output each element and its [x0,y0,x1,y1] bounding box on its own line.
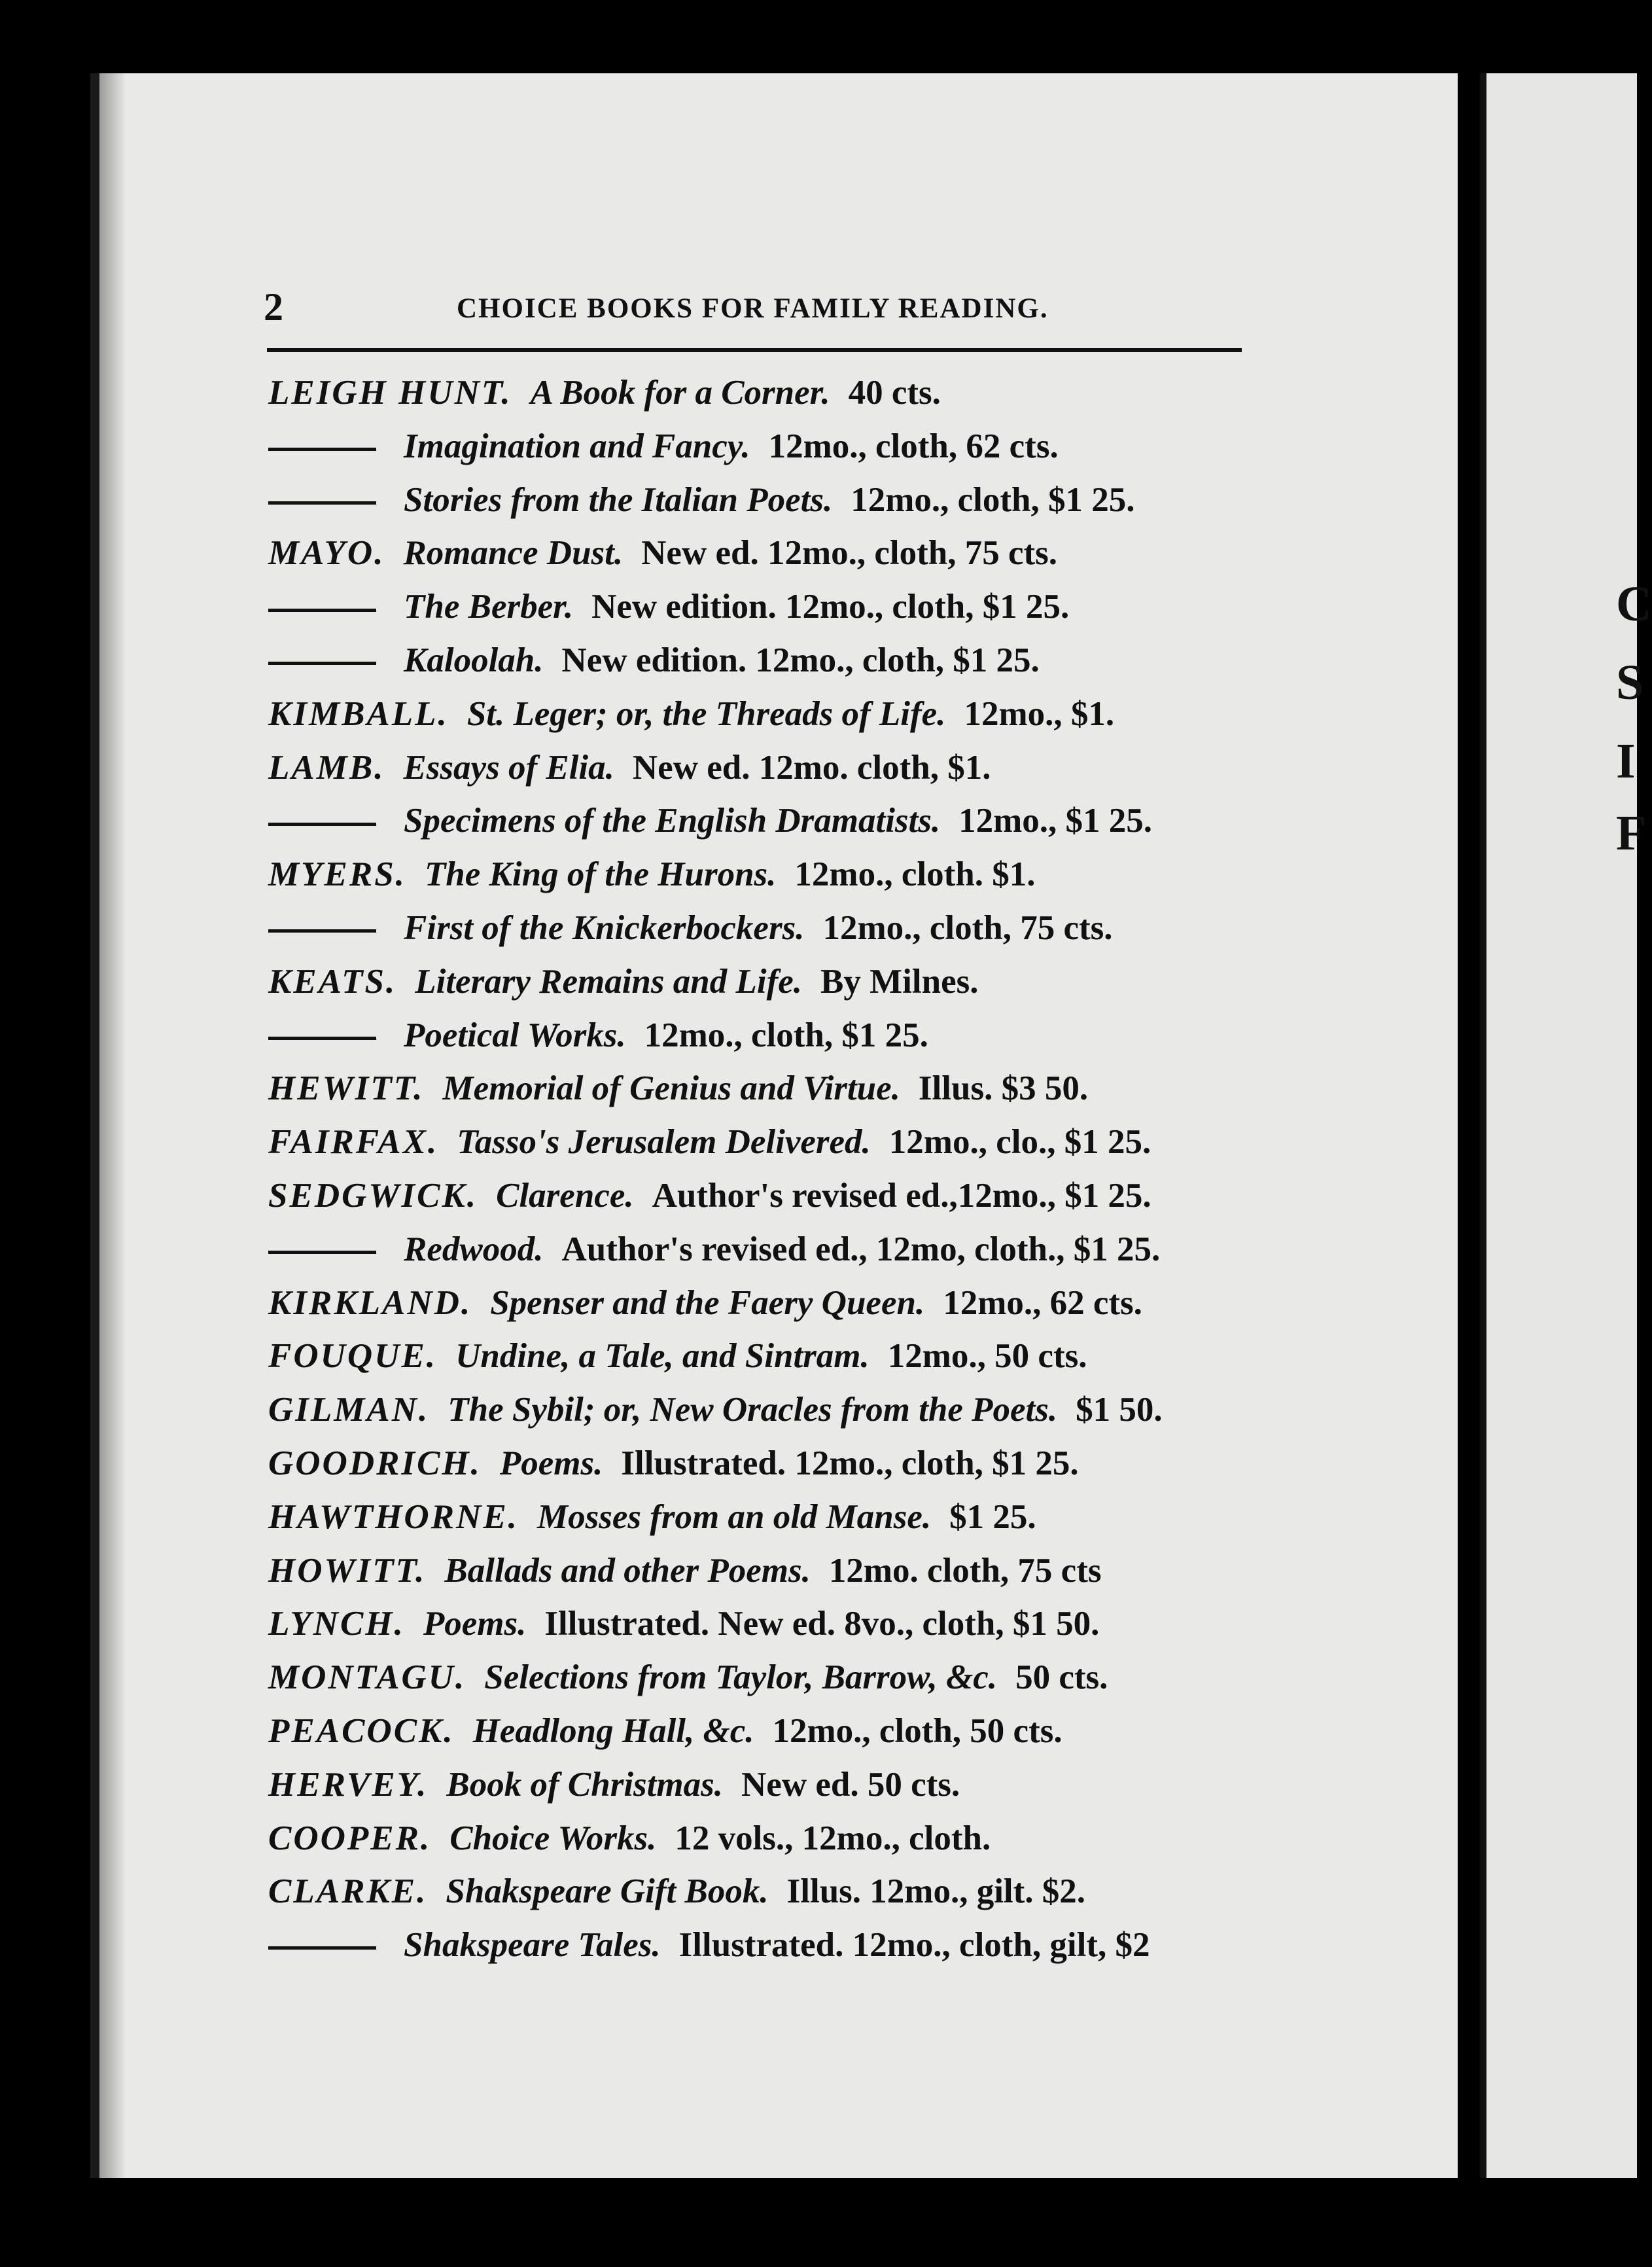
book-entry [268,902,1315,955]
book-entry [268,1705,1315,1758]
entry-title: Poetical Works. [404,1016,626,1054]
entry-author: KIRKLAND. [268,1283,472,1322]
entry-title: Undine, a Tale, and Sintram. [455,1337,870,1376]
entry-title: Book of Christmas. [446,1765,724,1804]
book-entry [268,1651,1315,1705]
entry-details: 12mo., cloth. $1. [794,855,1036,894]
book-entry [268,955,1315,1009]
entry-title: Tasso's Jerusalem Delivered. [457,1123,871,1162]
ditto-dash [268,1251,376,1254]
entry-title: Essays of Elia. [403,748,614,787]
entry-title: Poems. [423,1605,527,1643]
book-entry [268,688,1315,741]
entry-author: FOUQUE. [268,1337,438,1376]
ditto-dash [268,501,376,505]
entry-details: New ed. 50 cts. [741,1765,960,1804]
book-entry [268,1919,1315,1972]
book-entry [268,1062,1315,1116]
entry-details: By Milnes. [820,962,979,1001]
entry-details: 12mo., cloth, 62 cts. [768,427,1059,465]
entry-title: Selections from Taylor, Barrow, &c. [484,1658,998,1697]
book-entry [268,527,1315,580]
entry-author: COOPER. [268,1819,432,1857]
book-entry [268,1330,1315,1383]
entry-author: KIMBALL. [268,694,449,733]
book-entry [268,1277,1315,1330]
book-list [268,366,1315,1972]
entry-details: 40 cts. [848,374,941,412]
entry-author: PEACOCK. [268,1711,455,1750]
ditto-dash [268,1946,376,1950]
entry-details: $1 25. [949,1497,1036,1536]
book-entry [268,1437,1315,1491]
entry-author: MONTAGU. [268,1658,466,1697]
entry-details: Illus. $3 50. [918,1069,1089,1108]
entry-details: 50 cts. [1015,1658,1108,1697]
book-entry [268,474,1315,527]
entry-title: Choice Works. [449,1819,657,1857]
book-entry [268,848,1315,902]
entry-title: The King of the Hurons. [424,855,777,894]
entry-title: Memorial of Genius and Virtue. [442,1069,900,1108]
entry-title: Clarence. [496,1176,634,1215]
entry-title: Romance Dust. [403,534,624,573]
entry-details: 12mo. cloth, 75 cts [828,1551,1102,1590]
entry-details: Illustrated. 12mo., cloth, $1 25. [621,1444,1079,1482]
entry-author: LYNCH. [268,1605,405,1643]
entry-details: Author's revised ed., 12mo, cloth., $1 25. [561,1230,1161,1268]
entry-details: 12mo., 50 cts. [887,1337,1087,1376]
entry-author: SEDGWICK. [268,1176,478,1215]
book-entry [268,1223,1315,1277]
book-entry [268,1865,1315,1919]
entry-author: HAWTHORNE. [268,1497,519,1536]
entry-title: Mosses from an old Manse. [536,1497,932,1536]
entry-title: Ballads and other Poems. [444,1551,811,1590]
ditto-dash [268,662,376,665]
entry-author: HEWITT. [268,1069,425,1108]
facing-page-fragment: S [1616,655,1644,710]
facing-page-fragment: I [1616,734,1636,789]
entry-author: FAIRFAX. [268,1123,439,1162]
entry-title: Headlong Hall, &c. [472,1711,754,1750]
book-entry [268,1758,1315,1812]
ditto-dash [268,448,376,451]
book-entry [268,634,1315,688]
entry-author: MYERS. [268,855,406,894]
entry-author: MAYO. [268,534,385,573]
entry-title: The Sybil; or, New Oracles from the Poets. [448,1391,1058,1429]
entry-details: 12mo., 62 cts. [943,1283,1142,1322]
entry-title: Kaloolah. [404,641,544,679]
entry-title: The Berber. [404,588,574,626]
entry-title: Poems. [499,1444,603,1482]
entry-details: 12 vols., 12mo., cloth. [675,1819,991,1857]
ditto-dash [268,823,376,826]
entry-title: Spenser and the Faery Queen. [490,1283,925,1322]
entry-title: First of the Knickerbockers. [404,908,805,947]
book-entry [268,1383,1315,1437]
entry-details: 12mo., $1 25. [958,802,1153,840]
book-entry [268,1169,1315,1223]
entry-details: Illustrated. 12mo., cloth, gilt, $2 [678,1926,1150,1965]
entry-title: Imagination and Fancy. [404,427,750,465]
entry-details: 12mo., cloth, 50 cts. [772,1711,1063,1750]
entry-details: 12mo., cloth, $1 25. [851,480,1135,519]
book-entry [268,1598,1315,1651]
entry-details: New ed. 12mo. cloth, $1. [632,748,991,787]
entry-details: 12mo., cloth, 75 cts. [822,908,1113,947]
book-entry [268,1009,1315,1063]
facing-page-edge [1480,73,1637,2178]
entry-details: Illus. 12mo., gilt. $2. [786,1872,1086,1911]
entry-title: Redwood. [404,1230,544,1268]
entry-author: CLARKE. [268,1872,428,1911]
entry-details: New edition. 12mo., cloth, $1 25. [561,641,1040,679]
book-entry [268,741,1315,795]
entry-details: New ed. 12mo., cloth, 75 cts. [641,534,1058,573]
entry-details: 12mo., $1. [964,694,1115,733]
facing-page-fragment: C [1616,577,1652,632]
page-header-title: CHOICE BOOKS FOR FAMILY READING. [457,293,1049,324]
entry-details: 12mo., cloth, $1 25. [644,1016,928,1054]
entry-title: Specimens of the English Dramatists. [404,802,941,840]
book-entry [268,1812,1315,1866]
gutter-shadow [99,73,126,2178]
book-entry [268,1116,1315,1169]
entry-details: 12mo., clo., $1 25. [888,1123,1151,1162]
entry-author: LAMB. [268,748,385,787]
entry-author: GILMAN. [268,1391,430,1429]
entry-author: HOWITT. [268,1551,427,1590]
book-entry [268,794,1315,848]
entry-details: $1 50. [1076,1391,1163,1429]
ditto-dash [268,929,376,933]
entry-details: Author's revised ed.,12mo., $1 25. [652,1176,1151,1215]
book-entry [268,1544,1315,1598]
entry-author: HERVEY. [268,1765,429,1804]
entry-title: Shakspeare Tales. [404,1926,661,1965]
book-entry [268,366,1315,420]
book-entry [268,1491,1315,1544]
entry-title: Stories from the Italian Poets. [404,480,833,519]
ditto-dash [268,1037,376,1040]
entry-details: Illustrated. New ed. 8vo., cloth, $1 50. [544,1605,1100,1643]
entry-author: GOODRICH. [268,1444,482,1482]
book-entry [268,420,1315,474]
book-entry [268,580,1315,634]
entry-details: New edition. 12mo., cloth, $1 25. [591,588,1070,626]
page-number: 2 [264,285,283,329]
entry-author: LEIGH HUNT. [268,374,512,412]
header-rule [267,348,1242,352]
entry-author: KEATS. [268,962,397,1001]
running-head [264,285,1127,337]
ditto-dash [268,609,376,612]
facing-page-fragment: F [1616,806,1647,861]
entry-title: Literary Remains and Life. [415,962,803,1001]
entry-title: A Book for a Corner. [530,374,830,412]
entry-title: St. Leger; or, the Threads of Life. [466,694,946,733]
entry-title: Shakspeare Gift Book. [446,1872,769,1911]
